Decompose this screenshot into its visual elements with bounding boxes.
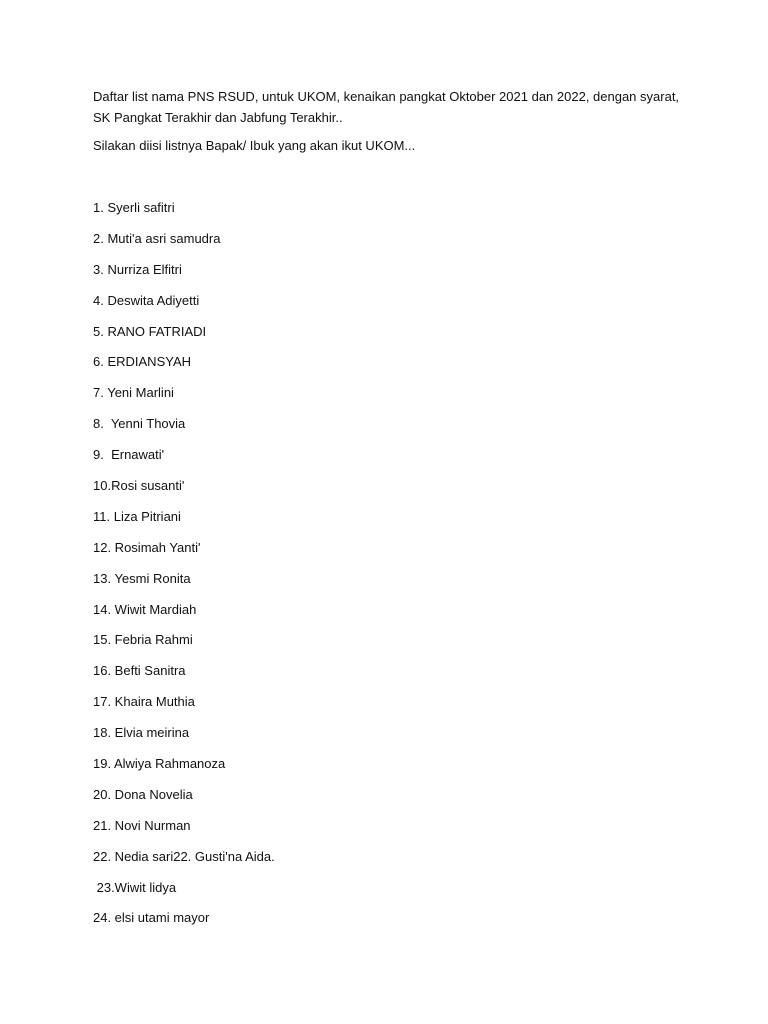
list-item: 1. Syerli safitri bbox=[93, 200, 175, 215]
list-item: 23.Wiwit lidya bbox=[93, 879, 177, 895]
instruction-text: Silakan diisi listnya Bapak/ Ibuk yang akan ikut UKOM... bbox=[93, 138, 416, 153]
intro-paragraph bbox=[93, 86, 693, 128]
list-item: 9. Ernawati' bbox=[93, 447, 165, 463]
list-item: 18. Elvia meirina bbox=[93, 725, 190, 741]
list-item: 4. Deswita Adiyetti bbox=[93, 292, 200, 308]
list-item: 22. Nedia sari22. Gusti'na Aida. bbox=[93, 848, 275, 864]
list-item: 8. Yenni Thovia bbox=[93, 416, 186, 432]
list-item: 24. elsi utami mayor bbox=[93, 910, 210, 926]
list-item: 21. Novi Nurman bbox=[93, 817, 191, 833]
list-item: 14. Wiwit Mardiah bbox=[93, 601, 197, 617]
list-item: 16. Befti Sanitra bbox=[93, 663, 186, 679]
list-item: 12. Rosimah Yanti' bbox=[93, 539, 201, 555]
list-item: 2. Muti'a asri samudra bbox=[93, 230, 221, 246]
intro-line-2: SK Pangkat Terakhir dan Jabfung Terakhir.. bbox=[93, 110, 343, 125]
list-item: 5. RANO FATRIADI bbox=[93, 323, 207, 339]
list-item: 13. Yesmi Ronita bbox=[93, 570, 191, 586]
intro-line-1: Daftar list nama PNS RSUD, untuk UKOM, kenaikan pangkat Oktober 2021 dan 2022, dengan syarat, bbox=[93, 89, 680, 104]
list-item: 11. Liza Pitriani bbox=[93, 508, 181, 524]
name-list bbox=[93, 197, 275, 938]
list-item: 6. ERDIANSYAH bbox=[93, 354, 192, 370]
list-item: 20. Dona Novelia bbox=[93, 786, 193, 802]
list-item: 15. Febria Rahmi bbox=[93, 632, 193, 648]
list-item: 7. Yeni Marlini bbox=[93, 385, 174, 401]
list-item: 17. Khaira Muthia bbox=[93, 694, 195, 710]
list-item: 10.Rosi susanti' bbox=[93, 478, 185, 494]
list-item: 19. Alwiya Rahmanoza bbox=[93, 756, 226, 772]
list-item: 3. Nurriza Elfitri bbox=[93, 261, 182, 277]
